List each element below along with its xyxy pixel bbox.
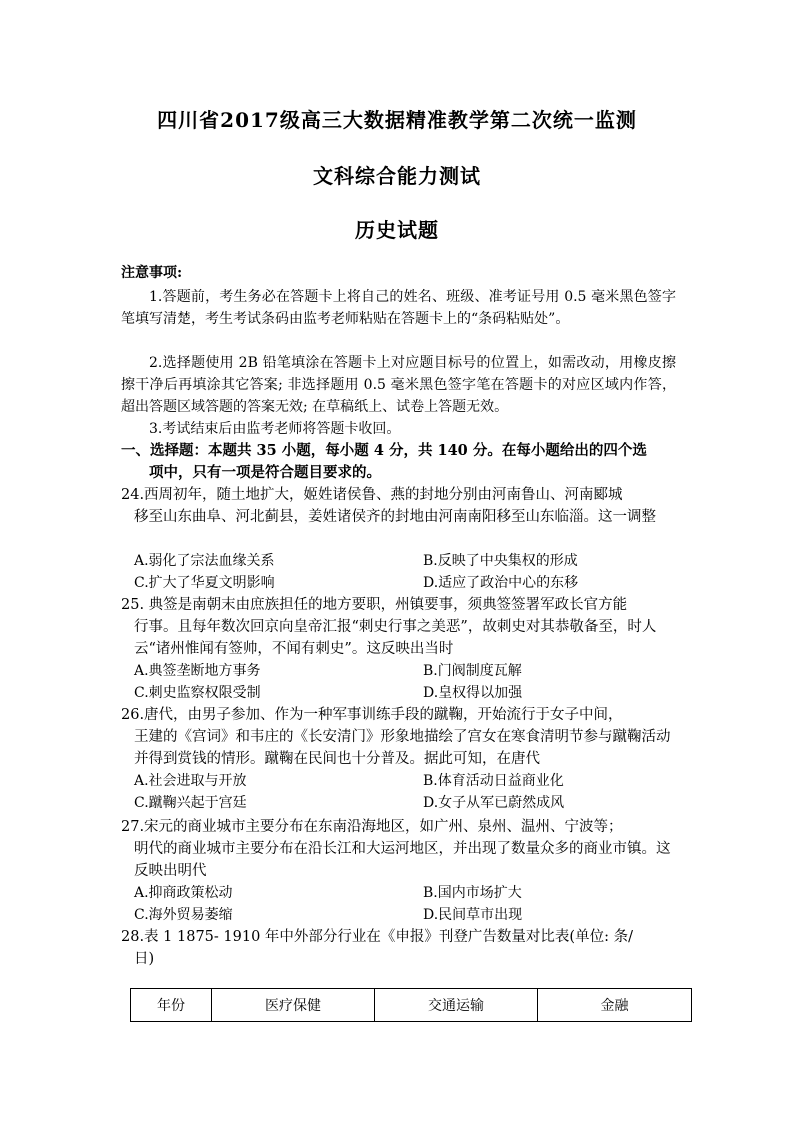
stem-first-line: 28.表 1 1875- 1910 年中外部分行业在《申报》刊登广告数量对比表(单位: 条/ bbox=[121, 929, 633, 945]
table-header-cell: 医疗保健 bbox=[212, 989, 375, 1022]
stem-continuation: 明代的商业城市主要分布在沿长江和大运河地区，并出现了数量众多的商业市镇。这反映出明代 bbox=[134, 841, 671, 879]
option-a: A.弱化了宗法血缘关系 bbox=[134, 553, 275, 569]
section-line1: 一、选择题：本题共 35 小题，每小题 4 分，共 140 分。在每小题给出的四个选 bbox=[121, 442, 647, 459]
stem-first-line: 26.唐代，由男子参加、作为一种军事训练手段的蹴鞠，开始流行于女子中间， bbox=[121, 707, 623, 723]
notice-item: 3.考试结束后由监考老师将答题卡收回。 bbox=[149, 421, 401, 437]
question-26-stem bbox=[121, 704, 681, 770]
stem-continuation: 日) bbox=[134, 951, 155, 967]
table-header-cell: 年份 bbox=[131, 989, 212, 1022]
stem-continuation: 行事。且每年数次回京向皇帝汇报“刺史行事之美恶”，故刺史对其恭敬备至，时人云“诸州惟闻有签帅，不闻有刺史”。这反映出当时 bbox=[134, 619, 657, 657]
option-a: A.典签垄断地方事务 bbox=[134, 663, 261, 679]
option-c: C.刺史监察权限受制 bbox=[134, 685, 261, 701]
exam-title: 四川省2017级高三大数据精准教学第二次统一监测 bbox=[157, 108, 637, 132]
option-c: C.扩大了华夏文明影响 bbox=[134, 575, 275, 591]
ad-count-table bbox=[130, 988, 692, 1022]
option-b: B.门阀制度瓦解 bbox=[423, 663, 522, 679]
notice-item: 1.答题前，考生务必在答题卡上将自己的姓名、班级、准考证号用 0.5 毫米黑色签字笔填写清楚，考生考试条码由监考老师粘贴在答题卡上的“条码粘贴处”。 bbox=[121, 289, 676, 327]
option-d: D.皇权得以加强 bbox=[423, 685, 523, 701]
table-header-row bbox=[131, 989, 692, 1022]
question-25-stem bbox=[121, 594, 681, 660]
table-header-cell: 金融 bbox=[538, 989, 692, 1022]
option-c: C.海外贸易萎缩 bbox=[134, 907, 233, 923]
option-c: C.蹴鞠兴起于宫廷 bbox=[134, 795, 247, 811]
question-28-stem bbox=[121, 926, 681, 970]
option-d: D.民间草市出现 bbox=[423, 907, 523, 923]
notice-item: 2.选择题使用 2B 铅笔填涂在答题卡上对应题目标号的位置上，如需改动，用橡皮擦擦干净后再填涂其它答案; 非选择题用 0.5 毫米黑色签字笔在答题卡的对应区域内作答，超出答题区域答题的答案无效; 在草稿纸上、试卷上答题无效。 bbox=[121, 355, 676, 415]
stem-first-line: 24.西周初年，随土地扩大，姬姓诸侯鲁、燕的封地分别由河南鲁山、河南郾城 bbox=[121, 487, 623, 503]
stem-continuation: 王建的《宫词》和韦庄的《长安清门》形象地描绘了宫女在寒食清明节参与蹴鞠活动并得到赏钱的情形。蹴鞠在民间也十分普及。据此可知，在唐代 bbox=[134, 729, 671, 767]
option-a: A.社会进取与开放 bbox=[134, 773, 247, 789]
stem-first-line: 27.宋元的商业城市主要分布在东南沿海地区，如广州、泉州、温州、宁波等； bbox=[121, 819, 623, 835]
option-d: D.女子从军已蔚然成风 bbox=[423, 795, 565, 811]
question-27-stem bbox=[121, 816, 681, 882]
option-a: A.抑商政策松动 bbox=[134, 885, 233, 901]
notice-heading: 注意事项: bbox=[121, 265, 183, 281]
option-b: B.体育活动日益商业化 bbox=[423, 773, 564, 789]
option-b: B.国内市场扩大 bbox=[423, 885, 522, 901]
question-24-stem bbox=[121, 484, 681, 528]
stem-first-line: 25. 典签是南朝末由庶族担任的地方要职，州镇要事，须典签签署军政长官方能 bbox=[121, 597, 628, 613]
section-header bbox=[121, 440, 686, 484]
exam-subtitle: 文科综合能力测试 bbox=[313, 164, 481, 188]
option-b: B.反映了中央集权的形成 bbox=[423, 553, 578, 569]
table-header-cell: 交通运输 bbox=[375, 989, 538, 1022]
option-d: D.适应了政治中心的东移 bbox=[423, 575, 579, 591]
subject-title: 历史试题 bbox=[355, 218, 439, 242]
section-line2: 项中，只有一项是符合题目要求的。 bbox=[149, 464, 381, 481]
stem-continuation: 移至山东曲阜、河北蓟县，姜姓诸侯齐的封地由河南南阳移至山东临淄。这一调整 bbox=[134, 509, 656, 525]
